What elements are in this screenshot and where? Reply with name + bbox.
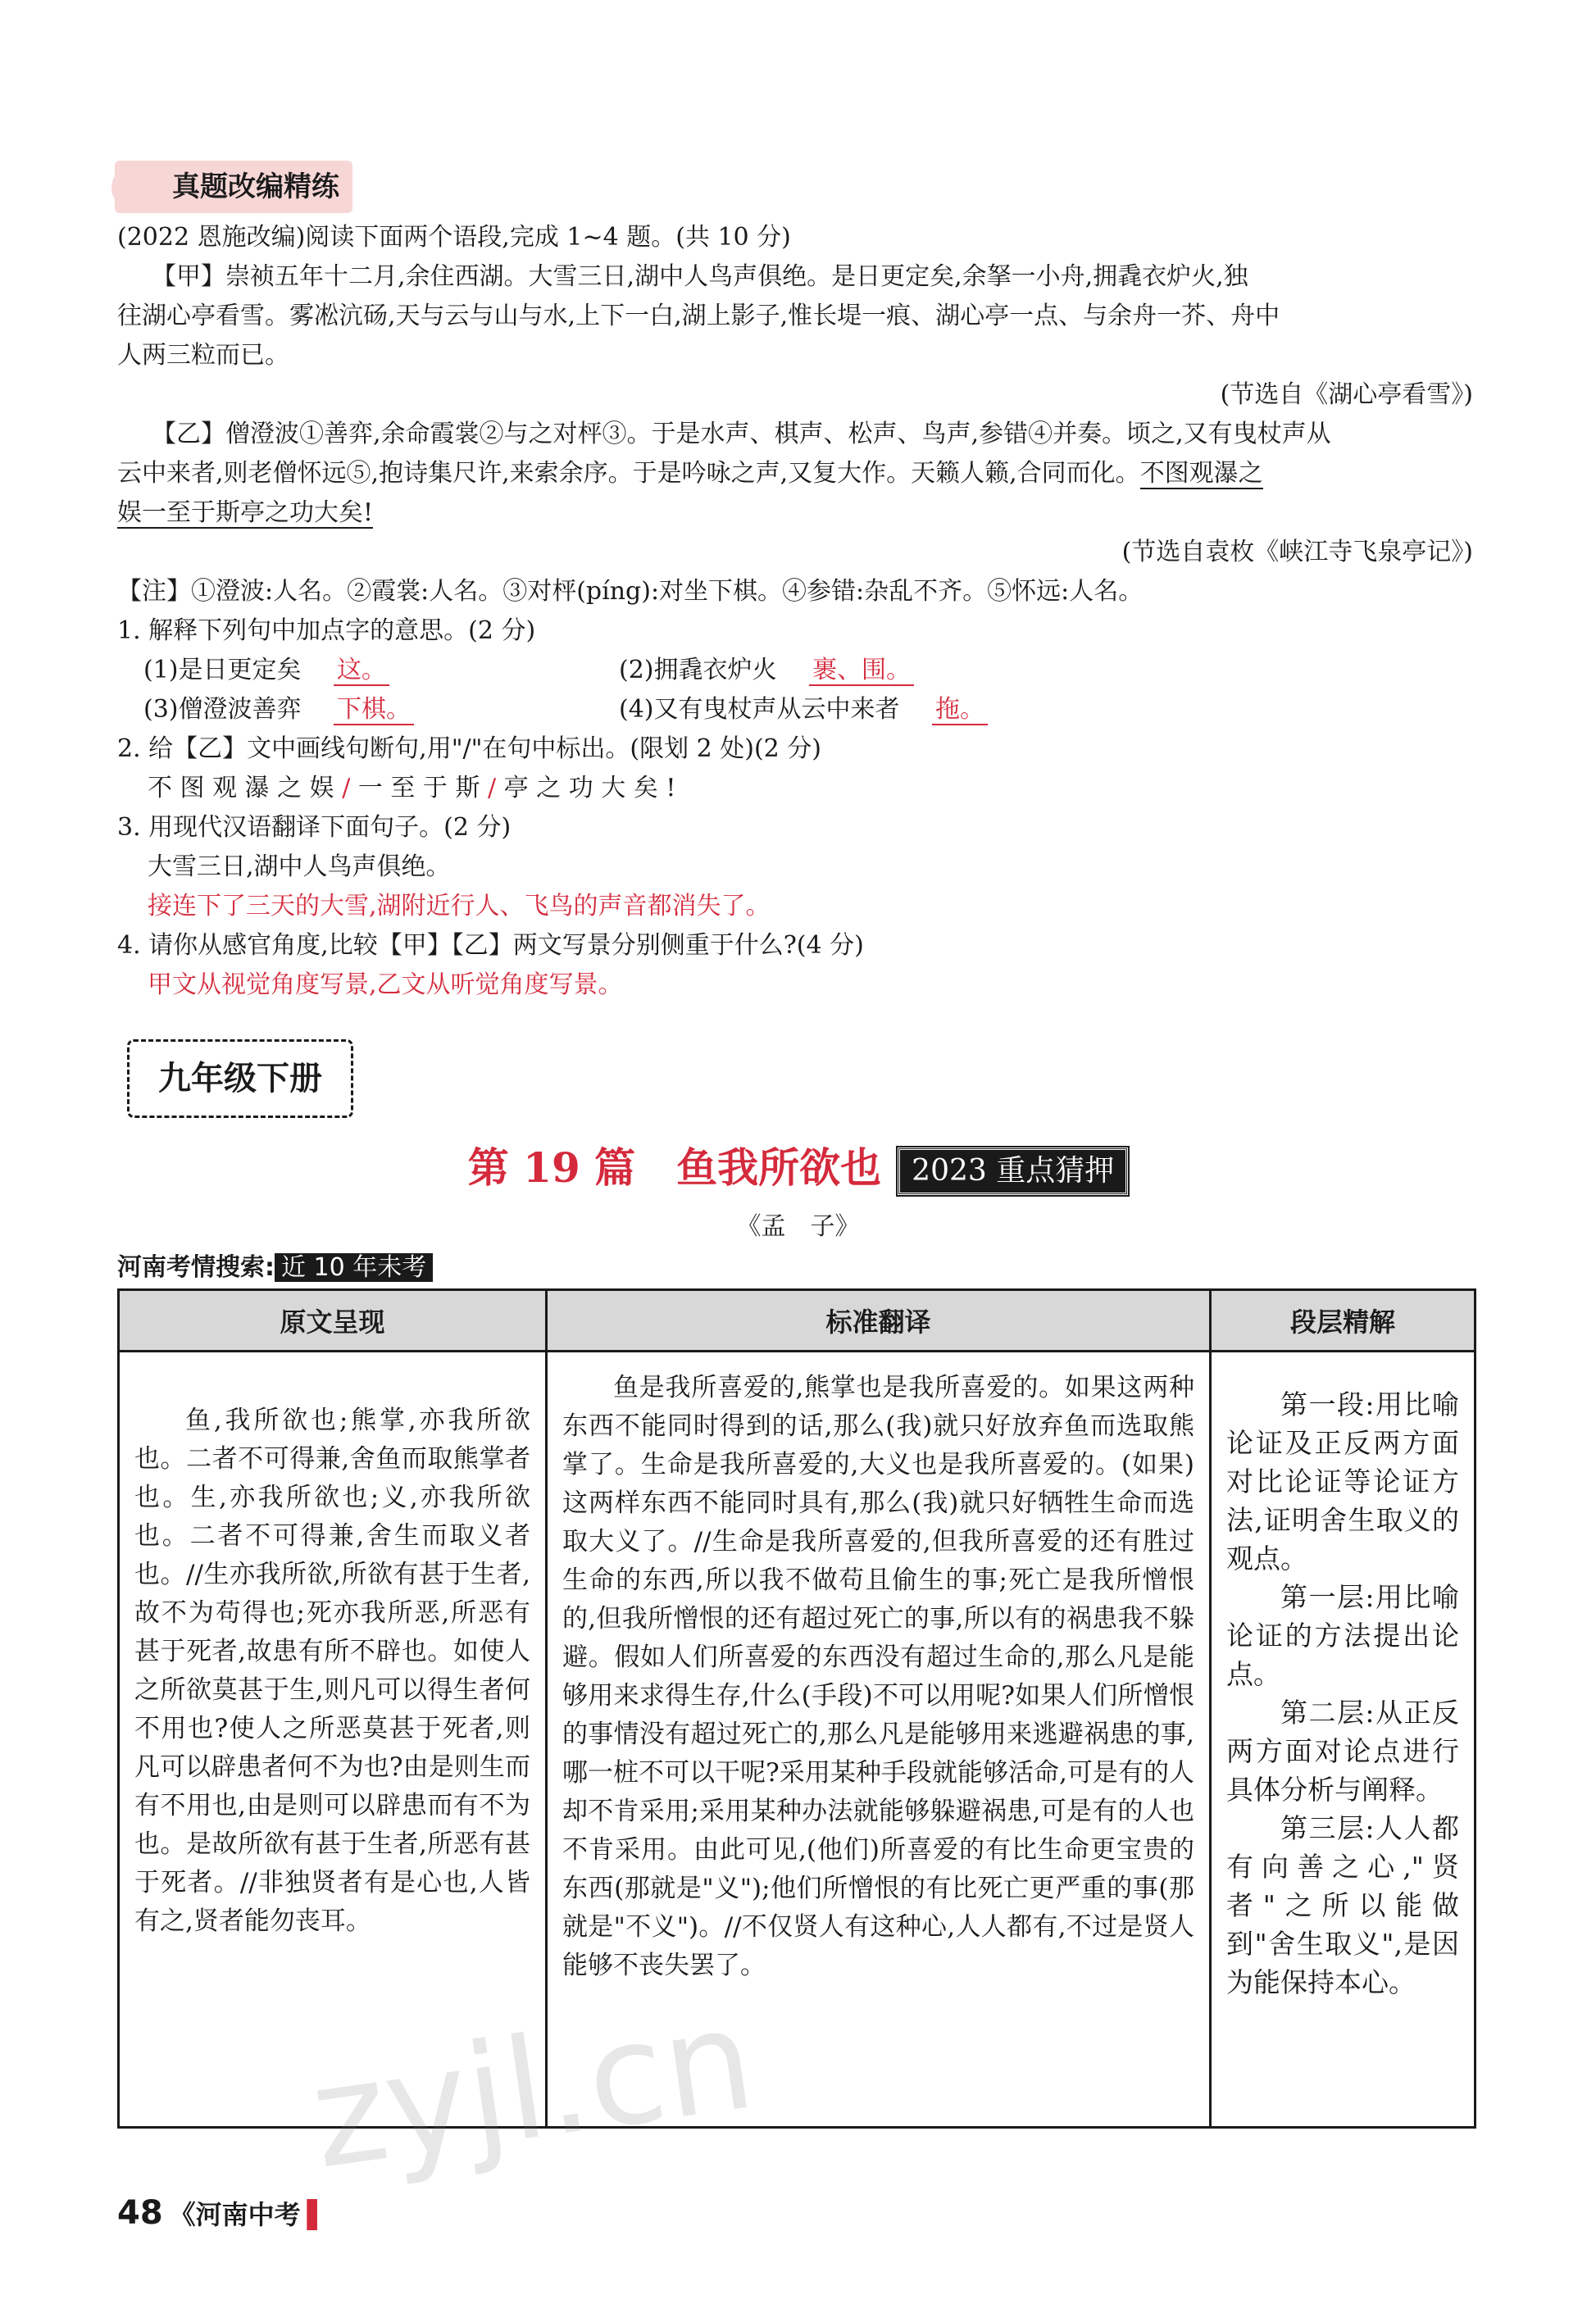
analysis-1: 第一段:用比喻论证及正反两方面对比论证等论证方法,证明舍生取义的观点。 xyxy=(1226,1388,1459,1575)
grade-label: 九年级下册 xyxy=(127,1039,353,1118)
note: 【注】①澄波:人名。②霞裳:人名。③对枰(píng):对坐下棋。④参错:杂乱不齐。⑤怀远:人名。 xyxy=(117,577,1144,606)
analysis-4: 第三层:人人都有向善之心,"贤者"之所以能做到"舍生取义",是因为能保持本心。 xyxy=(1226,1812,1459,1998)
q1-stem: 1. 解释下列句中加点字的意思。(2 分) xyxy=(117,616,536,645)
analysis-2: 第一层:用比喻论证的方法提出论点。 xyxy=(1226,1581,1459,1690)
q1-answer-4: 拖。 xyxy=(932,695,988,725)
q2-part-2: 一 至 于 斯 xyxy=(350,774,489,802)
search-value: 近 10 年未考 xyxy=(275,1253,433,1282)
analysis-3: 第二层:从正反两方面对论点进行具体分析与阐释。 xyxy=(1226,1697,1459,1806)
header-original: 原文呈现 xyxy=(119,1290,547,1352)
q1-answer-1: 这。 xyxy=(334,656,389,686)
source-line: (2022 恩施改编)阅读下面两个语段,完成 1~4 题。(共 10 分) xyxy=(117,223,791,252)
q1-item-2: (2)拥毳衣炉火 xyxy=(619,656,777,684)
q4-stem: 4. 请你从感官角度,比较【甲】【乙】两文写景分别侧重于什么?(4 分) xyxy=(117,931,864,960)
q3-sentence: 大雪三日,湖中人鸟声俱绝。 xyxy=(148,852,451,881)
yi-source: (节选自袁枚《峡江寺飞泉亭记》) xyxy=(1121,538,1473,566)
yi-line-2: 云中来者,则老僧怀远⑤,抱诗集尺许,来索余序。于是吟咏之声,又复大作。天籁人籁,合同而化。 xyxy=(117,459,1140,488)
yi-underline: 不图观瀑之 xyxy=(1139,459,1263,488)
page-footer xyxy=(117,2188,327,2239)
jia-line-1: 【甲】崇祯五年十二月,余住西湖。大雪三日,湖中人鸟声俱绝。是日更定矣,余拏一小舟,拥毳衣炉火,独 xyxy=(152,262,1248,291)
lesson-title xyxy=(0,1135,1596,1201)
lesson-author: 《孟 子》 xyxy=(736,1212,860,1241)
yi-line-1: 【乙】僧澄波①善弈,余命霞裳②与之对枰③。于是水声、棋声、松声、鸟声,参错④并奏。顷之,又有曳杖声从 xyxy=(152,420,1331,448)
search-label: 河南考情搜索: xyxy=(117,1253,275,1282)
footer-bar-icon: ▌ xyxy=(307,2199,328,2230)
jia-line-3: 人两三粒而已。 xyxy=(117,341,289,370)
q1-item-3: (3)僧澄波善弈 xyxy=(143,695,302,724)
lesson-tag: 2023 重点猜押 xyxy=(898,1147,1128,1195)
q3-answer: 接连下了三天的大雪,湖附近行人、飞鸟的声音都消失了。 xyxy=(148,892,771,920)
q3-stem: 3. 用现代汉语翻译下面句子。(2 分) xyxy=(117,813,512,842)
q1-answer-2: 裹、围。 xyxy=(809,656,914,686)
watermark: zyjl.cn xyxy=(302,1978,763,2201)
q2-slash-2: / xyxy=(488,774,497,802)
jia-source: (节选自《湖心亭看雪》) xyxy=(1220,380,1473,409)
original-text-cell xyxy=(119,1352,547,2128)
q1-answer-3: 下棋。 xyxy=(334,695,414,725)
q4-answer: 甲文从视觉角度写景,乙文从听觉角度写景。 xyxy=(148,970,623,999)
header-analysis: 段层精解 xyxy=(1211,1290,1476,1352)
footer-label: 《河南中考 xyxy=(169,2199,301,2230)
original-text: 鱼,我所欲也;熊掌,亦我所欲也。二者不可得兼,舍鱼而取熊掌者也。生,亦我所欲也;义,亦我所欲也。二者不可得兼,舍生而取义者也。//生亦我所欲,所欲有甚于生者,故不为苟得也;死亦我所恶,所恶有甚于死者,故患有所不辟也。如使人之所欲莫甚于生,则凡可以得生者何不用也?使人之所恶莫甚于死者,则凡可以辟患者何不为也?由是则生而有不用也,由是则可以辟患而有不为也。是故所欲有甚于生者,所恶有甚于死者。//非独贤者有是心也,人皆有之,贤者能勿丧耳。 xyxy=(134,1406,530,1936)
lesson-title-text: 第 19 篇 鱼我所欲也 xyxy=(467,1143,882,1192)
jia-line-2: 往湖心亭看雪。雾凇沆砀,天与云与山与水,上下一白,湖上影子,惟长堤一痕、湖心亭一点、与余舟一芥、舟中 xyxy=(117,302,1280,330)
section-badge: 真题改编精练 xyxy=(115,161,352,213)
q2-part-1: 不 图 观 瀑 之 娱 xyxy=(148,774,343,802)
q2-answer xyxy=(148,769,675,808)
q1-item-4: (4)又有曳杖声从云中来者 xyxy=(619,695,900,724)
q1-item-1: (1)是日更定矣 xyxy=(143,656,302,684)
translation-text: 鱼是我所喜爱的,熊掌也是我所喜爱的。如果这两种东西不能同时得到的话,那么(我)就只好放弃鱼而选取熊掌了。生命是我所喜爱的,大义也是我所喜爱的。(如果)这两样东西不能同时具有,那么(我)就只好牺牲生命而选取大义了。//生命是我所喜爱的,但我所喜爱的还有胜过生命的东西,所以我不做苟且偷生的事;死亡是我所憎恨的,但我所憎恨的还有超过死亡的事,所以有的祸患我不躲避。假如人们所喜爱的东西没有超过生命的,那么凡是能够用来求得生存,什么(手段)不可以用呢?如果人们所憎恨的事情没有超过死亡的,那么凡是能够用来逃避祸患的事,哪一桩不可以干呢?采用某种手段就能够活命,可是有的人却不肯采用;采用某种办法就能够躲避祸患,可是有的人也不肯采用。由此可见,(他们)所喜爱的有比生命更宝贵的东西(那就是"义");他们所憎恨的有比死亡更严重的事(那就是"不义")。//不仅贤人有这种心,人人都有,不过是贤人能够不丧失罢了。 xyxy=(562,1373,1194,1980)
q2-part-3: 亭 之 功 大 矣 ! xyxy=(496,774,676,802)
yi-line-3: 娱一至于斯亭之功大矣! xyxy=(117,498,374,527)
q2-stem: 2. 给【乙】文中画线句断句,用"/"在句中标出。(限划 2 处)(2 分) xyxy=(117,734,821,763)
analysis-cell xyxy=(1211,1352,1476,2128)
header-translation: 标准翻译 xyxy=(547,1290,1211,1352)
exam-search xyxy=(117,1250,433,1286)
page-number: 48 xyxy=(117,2194,163,2232)
q2-slash-1: / xyxy=(342,774,351,802)
translation-table xyxy=(117,1288,1476,2129)
